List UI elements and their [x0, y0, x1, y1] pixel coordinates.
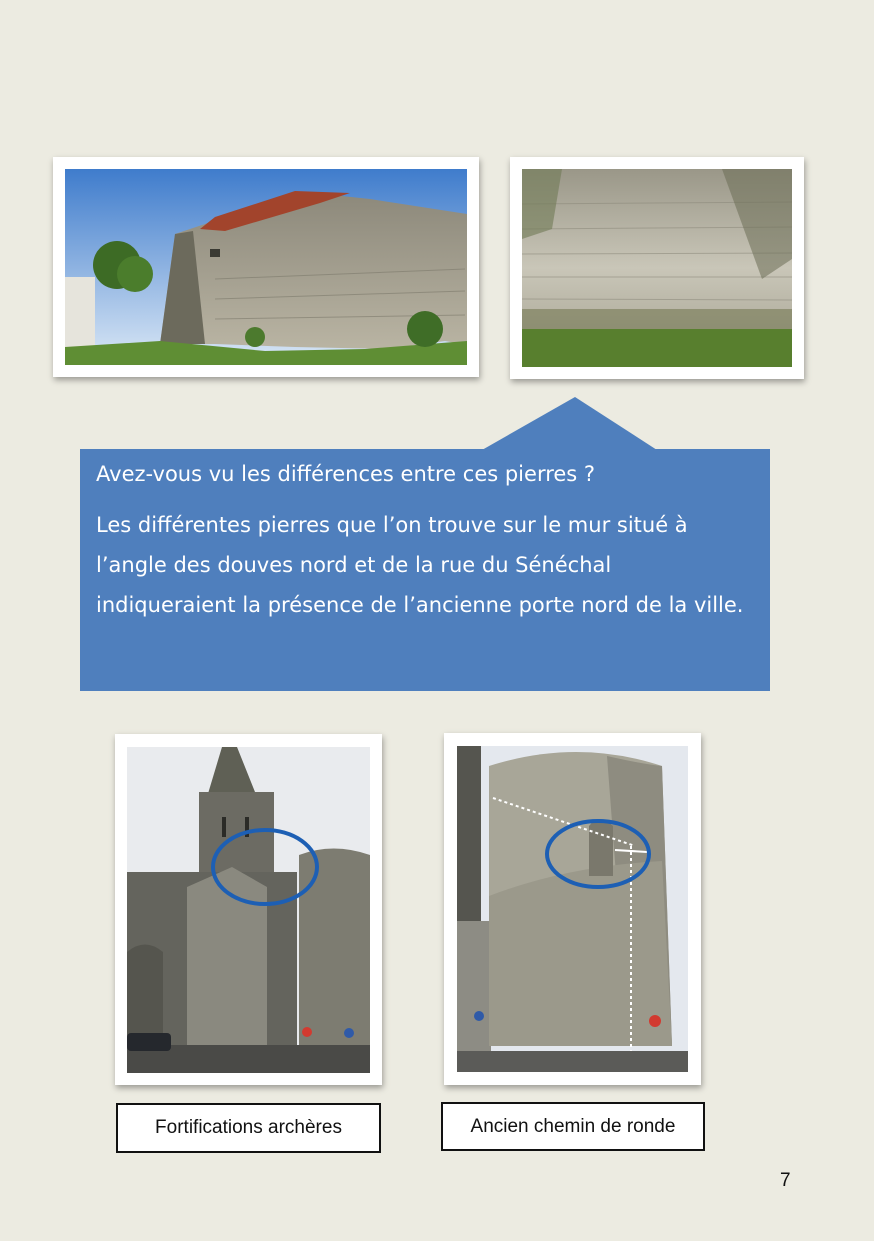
callout-answer: Les différentes pierres que l’on trouve sur le mur situé à l’angle des douves nord et de la rue du Sénéchal indiqueraient la présence de l’ancienne porte nord de la ville.	[96, 513, 744, 617]
caption-chemin-de-ronde-text: Ancien chemin de ronde	[470, 1115, 676, 1137]
caption-fortifications-text: Fortifications archères	[155, 1117, 342, 1138]
wall-panorama-image	[65, 169, 467, 365]
info-callout	[80, 449, 770, 691]
round-tower-photo	[444, 733, 701, 1085]
wall-closeup-image	[522, 169, 792, 367]
caption-chemin-de-ronde	[441, 1102, 705, 1151]
caption-fortifications	[116, 1103, 381, 1153]
church-tower-image	[127, 747, 370, 1073]
round-tower-image	[457, 746, 688, 1072]
callout-pointer	[482, 397, 657, 450]
wall-closeup-photo	[510, 157, 804, 379]
church-tower-photo	[115, 734, 382, 1085]
page-number: 7	[780, 1170, 791, 1191]
wall-panorama-photo	[53, 157, 479, 377]
callout-question: Avez-vous vu les différences entre ces pierres ?	[96, 462, 596, 486]
